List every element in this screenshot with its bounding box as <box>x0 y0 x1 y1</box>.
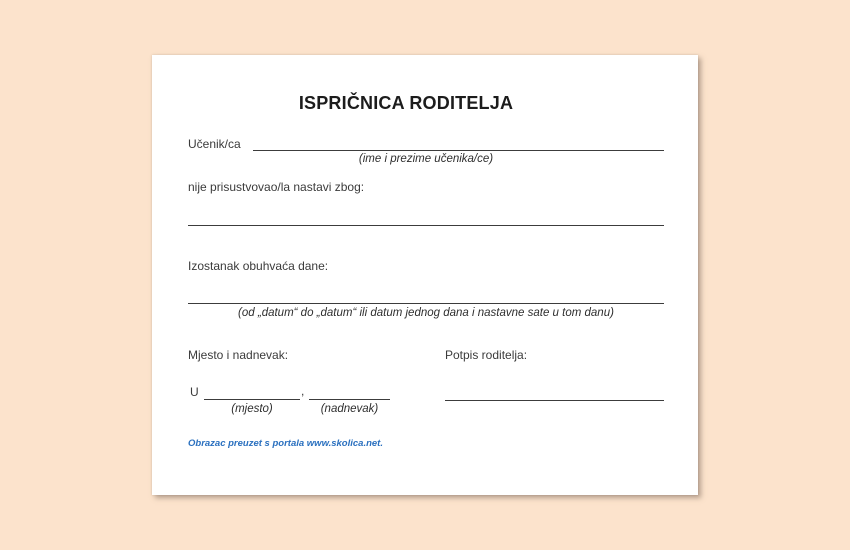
date-field[interactable] <box>309 399 390 400</box>
signature-label: Potpis roditelja: <box>445 348 528 362</box>
place-date-label: Mjesto i nadnevak: <box>188 348 289 362</box>
absence-dates-hint: (od „datum“ do „datum“ ili datum jednog dana i nastavne sate u tom danu) <box>238 307 614 319</box>
date-hint: (nadnevak) <box>320 403 379 415</box>
place-date-separator: , <box>301 384 305 398</box>
absence-dates-label: Izostanak obuhvaća dane: <box>188 259 329 273</box>
place-field[interactable] <box>204 399 300 400</box>
absence-reason-field[interactable] <box>188 225 664 226</box>
student-name-label: Učenik/ca <box>188 137 241 151</box>
student-name-field[interactable] <box>253 136 664 151</box>
place-hint: (mjesto) <box>231 403 273 415</box>
document-paper <box>152 55 698 495</box>
absence-dates-field[interactable] <box>188 303 664 304</box>
absence-reason-label: nije prisustvovao/la nastavi zbog: <box>188 180 365 194</box>
page-title: ISPRIČNICA RODITELJA <box>298 93 514 113</box>
student-name-row <box>188 135 664 151</box>
signature-field[interactable] <box>445 400 664 401</box>
source-note: Obrazac preuzet s portala www.skolica.net. <box>188 438 383 449</box>
student-name-hint: (ime i prezime učenika/ce) <box>358 153 494 165</box>
place-prefix: U <box>190 385 199 399</box>
